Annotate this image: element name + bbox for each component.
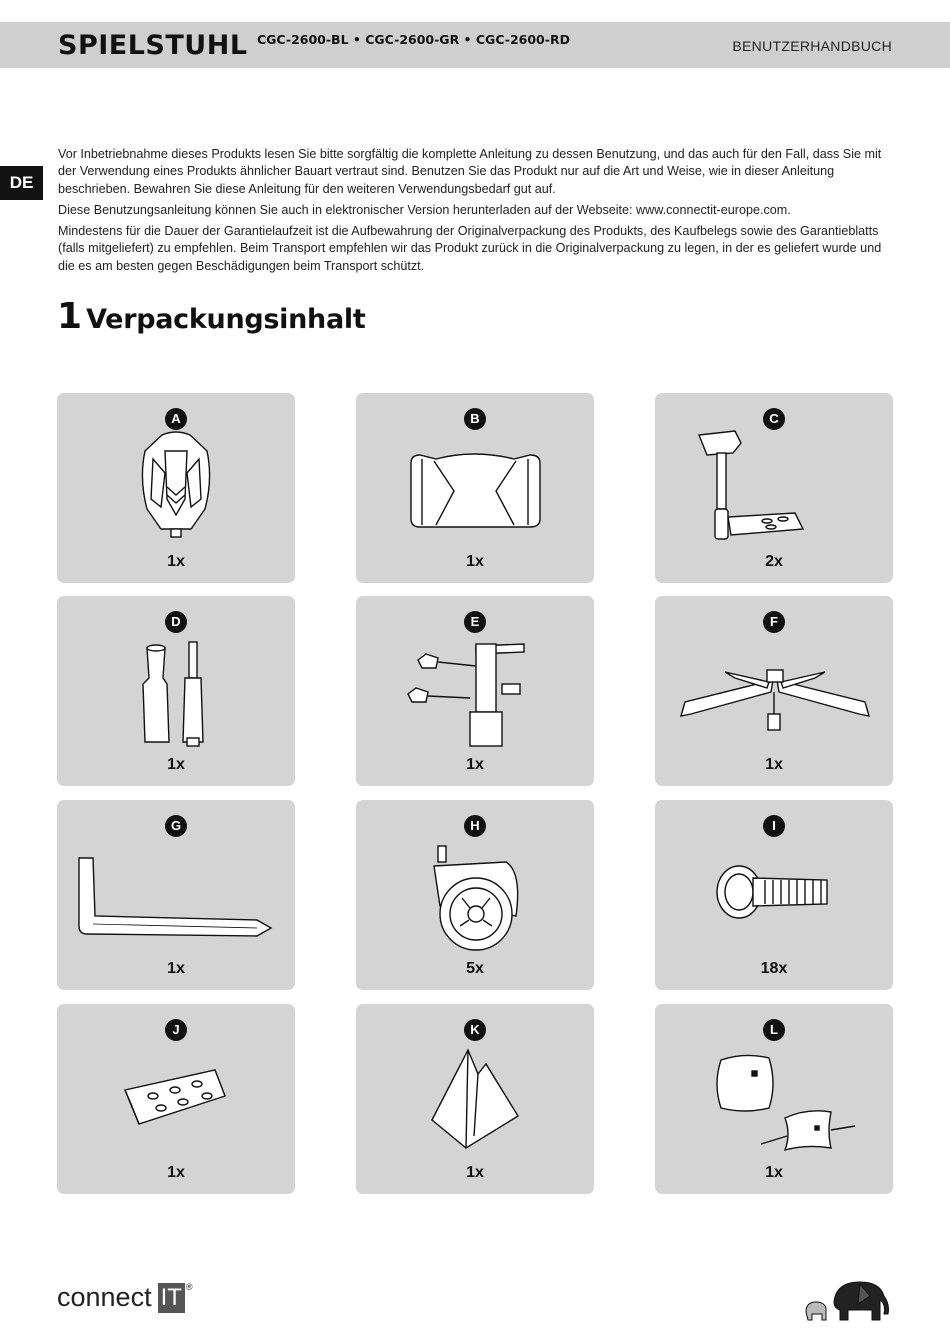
intro-paragraph-3: Mindestens für die Dauer der Garantielaufzeit ist die Aufbewahrung der Originalverpackung des Produkts, des Kaufbelegs sowie des Garantieblatts (falls mitgeliefert) zu empfehlen. Beim Transport empfehlen wir das Produkt zurück in die Originalverpackung zu legen, in der es geliefert wurde und die es am besten gegen Beschädigungen beim Transport schützt. — [58, 224, 882, 273]
part-card-l — [655, 1004, 893, 1194]
part-quantity: 1x — [466, 553, 484, 570]
part-letter: B — [464, 408, 486, 430]
part-letter: L — [763, 1019, 785, 1041]
part-letter: G — [165, 815, 187, 837]
part-card-i — [655, 800, 893, 990]
part-card-e — [356, 596, 594, 786]
pillow-set-icon — [655, 1040, 893, 1160]
intro-paragraph-1: Vor Inbetriebnahme dieses Produkts lesen Sie bitte sorgfältig die komplette Anleitung zu dessen Benutzung, und das auch für den Fall, dass Sie mit der Verwendung eines Produkts ähnlicher Bauart vertraut sind. Benutzen Sie das Produkt nur auf die Art und Weise, wie in dieser Anleitung beschrieben. Bewahren Sie diese Anleitung für den weiteren Verwendungsbedarf gut auf. — [58, 147, 882, 196]
chair-backrest-icon — [57, 429, 295, 549]
intro-paragraph-2: Diese Benutzungsanleitung können Sie auch in elektronischer Version herunterladen auf der Webseite: www.connectit-europe.com. — [58, 202, 791, 217]
part-card-g — [57, 800, 295, 990]
star-base-icon — [655, 632, 893, 752]
section-heading — [57, 296, 365, 337]
part-letter: C — [763, 408, 785, 430]
bolt-icon — [655, 836, 893, 956]
registered-mark: ® — [185, 1282, 193, 1292]
part-letter: H — [464, 815, 486, 837]
part-quantity: 1x — [466, 756, 484, 773]
section-number: 1 — [57, 296, 83, 337]
brand-text: connect — [57, 1282, 152, 1312]
part-card-j — [57, 1004, 295, 1194]
part-quantity: 1x — [167, 960, 185, 977]
part-quantity: 1x — [466, 1164, 484, 1181]
mounting-plate-icon — [57, 1040, 295, 1160]
part-card-f — [655, 596, 893, 786]
part-card-c — [655, 393, 893, 583]
part-card-h — [356, 800, 594, 990]
product-title: SPIELSTUHL — [58, 30, 248, 61]
part-card-a — [57, 393, 295, 583]
part-quantity: 2x — [765, 553, 783, 570]
armrest-icon — [655, 429, 893, 549]
seat-cushion-icon — [356, 429, 594, 549]
part-letter: A — [165, 408, 187, 430]
model-codes: CGC-2600-BL • CGC-2600-GR • CGC-2600-RD — [257, 32, 570, 47]
parts-grid — [57, 393, 893, 1195]
elephant-logo-icon — [800, 1274, 895, 1324]
part-quantity: 5x — [466, 960, 484, 977]
part-letter: D — [165, 611, 187, 633]
part-card-b — [356, 393, 594, 583]
part-letter: I — [763, 815, 785, 837]
language-tab: DE — [0, 166, 43, 200]
part-quantity: 1x — [167, 756, 185, 773]
tilt-mechanism-icon — [356, 632, 594, 752]
part-quantity: 18x — [760, 960, 788, 977]
manual-label: BENUTZERHANDBUCH — [732, 38, 892, 54]
part-card-d — [57, 596, 295, 786]
part-quantity: 1x — [167, 553, 185, 570]
section-name: Verpackungsinhalt — [86, 304, 366, 335]
allen-key-icon — [57, 836, 295, 956]
part-letter: E — [464, 611, 486, 633]
part-quantity: 1x — [765, 1164, 783, 1181]
part-quantity: 1x — [765, 756, 783, 773]
side-cover-icon — [356, 1040, 594, 1160]
part-card-k — [356, 1004, 594, 1194]
caster-wheel-icon — [356, 836, 594, 956]
gas-lift-icon — [57, 632, 295, 752]
part-letter: J — [165, 1019, 187, 1041]
brand-box: IT — [158, 1283, 185, 1313]
part-quantity: 1x — [167, 1164, 185, 1181]
intro-text — [58, 146, 888, 279]
brand-logo — [57, 1282, 193, 1313]
part-letter: F — [763, 611, 785, 633]
part-letter: K — [464, 1019, 486, 1041]
